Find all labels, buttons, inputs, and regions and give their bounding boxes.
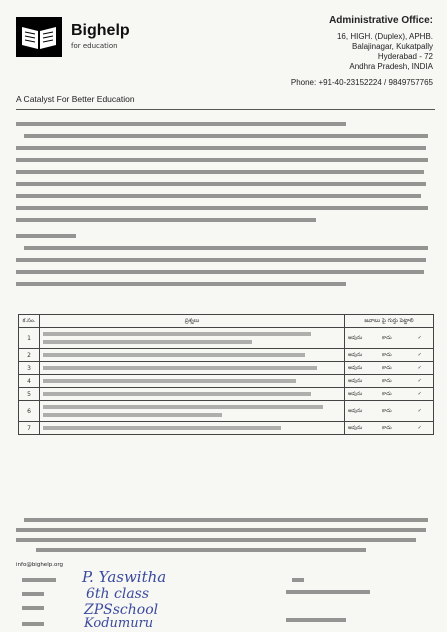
answer-yes[interactable]: అవును (348, 364, 363, 371)
header-divider (16, 109, 435, 110)
answer-no[interactable]: కాదు (382, 364, 392, 371)
question-text (40, 422, 345, 435)
closing-text (16, 518, 434, 558)
row-number: 2 (19, 349, 40, 362)
col-answer: జవాబు పై గుర్తు పెట్టాలి (345, 315, 434, 328)
answer-yes[interactable]: అవును (348, 334, 363, 341)
answer-no[interactable]: కాదు (382, 334, 392, 341)
office-title: Administrative Office: (329, 15, 433, 26)
answer-yes[interactable]: అవును (348, 351, 363, 358)
office-phone: Phone: +91-40-23152224 / 9849757765 (290, 78, 433, 87)
contact-email: info@bighelp.org (16, 562, 63, 568)
table-row (19, 328, 434, 349)
row-number: 6 (19, 401, 40, 422)
row-number: 3 (19, 362, 40, 375)
signature-block (286, 578, 406, 628)
answer-yes[interactable]: అవును (348, 377, 363, 384)
answer-yes[interactable]: అవును (348, 424, 363, 431)
address-line: 16, HIGH. (Duplex), APHB. (336, 32, 433, 41)
brand-subtitle: for education (71, 42, 118, 50)
answer-cell[interactable]: అవును కాదు ✓ (345, 362, 434, 375)
table-row (19, 422, 434, 435)
table-row (19, 401, 434, 422)
question-text (40, 362, 345, 375)
row-number: 7 (19, 422, 40, 435)
school-value: ZPSschool (84, 602, 159, 618)
class-value: 6th class (86, 586, 150, 602)
answer-no[interactable]: కాదు (382, 390, 392, 397)
answer-cell[interactable]: అవును కాదు ✓ (345, 328, 434, 349)
answer-yes[interactable]: అవును (348, 407, 363, 414)
address-line: Andhra Pradesh, INDIA (349, 62, 433, 71)
address-line: Hyderabad - 72 (377, 52, 433, 61)
question-text (40, 388, 345, 401)
table-row (19, 362, 434, 375)
address-line: Balajinagar, Kukatpally (352, 42, 433, 51)
question-text (40, 375, 345, 388)
tagline: A Catalyst For Better Education (16, 94, 135, 104)
table-row (19, 388, 434, 401)
student-name-value: P. Yaswitha (82, 568, 167, 586)
form-field-labels (22, 578, 62, 632)
answer-no[interactable]: కాదు (382, 424, 392, 431)
answer-no[interactable]: కాదు (382, 407, 392, 414)
answer-cell[interactable]: అవును కాదు ✓ (345, 401, 434, 422)
row-number: 5 (19, 388, 40, 401)
row-number: 4 (19, 375, 40, 388)
office-address (291, 16, 433, 88)
answer-cell[interactable]: అవును కాదు ✓ (345, 349, 434, 362)
col-questions: ప్రశ్నలు (40, 315, 345, 328)
table-header-row (19, 315, 434, 328)
question-text (40, 401, 345, 422)
answer-cell[interactable]: అవును కాదు ✓ (345, 422, 434, 435)
bighelp-logo (16, 17, 62, 57)
answer-no[interactable]: కాదు (382, 377, 392, 384)
table-row (19, 349, 434, 362)
table-row (19, 375, 434, 388)
answer-cell[interactable]: అవును కాదు ✓ (345, 375, 434, 388)
row-number: 1 (19, 328, 40, 349)
question-text (40, 328, 345, 349)
answer-cell[interactable]: అవును కాదు ✓ (345, 388, 434, 401)
answer-no[interactable]: కాదు (382, 351, 392, 358)
answer-yes[interactable]: అవును (348, 390, 363, 397)
questionnaire-table (18, 314, 434, 435)
brand-name: Bighelp (71, 22, 130, 39)
question-text (40, 349, 345, 362)
col-number: క.సం. (19, 315, 40, 328)
village-value: Kodumuru (84, 616, 154, 631)
letter-body-text (16, 122, 434, 312)
